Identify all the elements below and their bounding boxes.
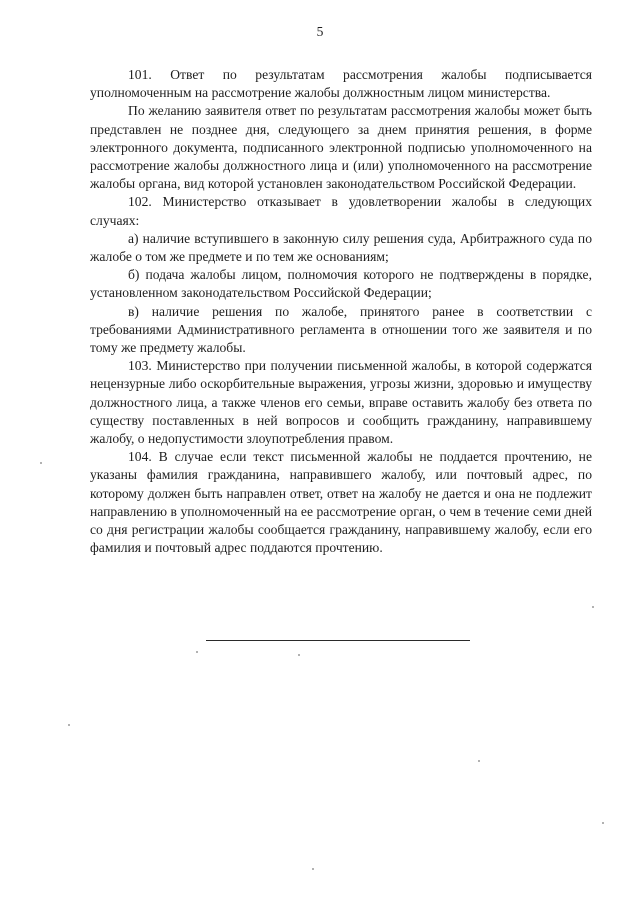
paragraph-102-v: в) наличие решения по жалобе, принятого ранее в соответствии с требованиями Административного регламента в отношении того же заявителя и по тому же предмету жалобы. [90,303,592,356]
scan-speck [312,868,314,870]
scan-speck [478,760,480,762]
scan-speck [592,606,594,608]
paragraph-102-a: а) наличие вступившего в законную силу решения суда, Арбитражного суда по жалобе о том же предмете и по тем же основаниям; [90,230,592,265]
scan-speck [298,654,300,656]
paragraph-103: 103. Министерство при получении письменной жалобы, в которой содержатся нецензурные либо оскорбительные выражения, угрозы жизни, здоровью и имуществу должностного лица, а также членов его семьи, вправе оставить жалобу без ответа по существу поставленных в ней вопросов и сообщить гражданину, направившему жалобу, о недопустимости злоупотребления правом. [90,358,592,447]
scan-speck [602,822,604,824]
scan-speck [40,462,42,464]
paragraph-101: 101. Ответ по результатам рассмотрения жалобы подписывается уполномоченным на рассмотрение жалобы должностным лицом министерства. [90,67,592,101]
paragraph-electronic-response: По желанию заявителя ответ по результатам рассмотрения жалобы может быть представлен не позднее дня, следующего за днем принятия решения, в форме электронного документа, подписанного электронной подписью уполномоченного на рассмотрение жалобы должностного лица и (или) уполномоченного на рассмотрение жалобы органа, вид которой установлен законодательством Российской Федерации. [90,103,592,192]
document-body [90,66,592,557]
paragraph-102: 102. Министерство отказывает в удовлетворении жалобы в следующих случаях: [90,194,592,228]
page-number: 5 [316,24,324,39]
paragraph-104: 104. В случае если текст письменной жалобы не поддается прочтению, не указаны фамилия гражданина, направившего жалобу, или почтовый адрес, по которому должен быть направлен ответ, ответ на жалобу не дается и она не подлежит направлению в уполномоченный на ее рассмотрение орган, о чем в течение семи дней со дня регистрации жалобы сообщается гражданину, направившему жалобу, если его фамилия и почтовый адрес поддаются прочтению. [90,449,592,556]
paragraph-102-b: б) подача жалобы лицом, полномочия которого не подтверждены в порядке, установленном законодательством Российской Федерации; [90,267,592,301]
scan-speck [196,651,198,653]
end-divider-line [206,640,470,641]
scan-speck [68,724,70,726]
